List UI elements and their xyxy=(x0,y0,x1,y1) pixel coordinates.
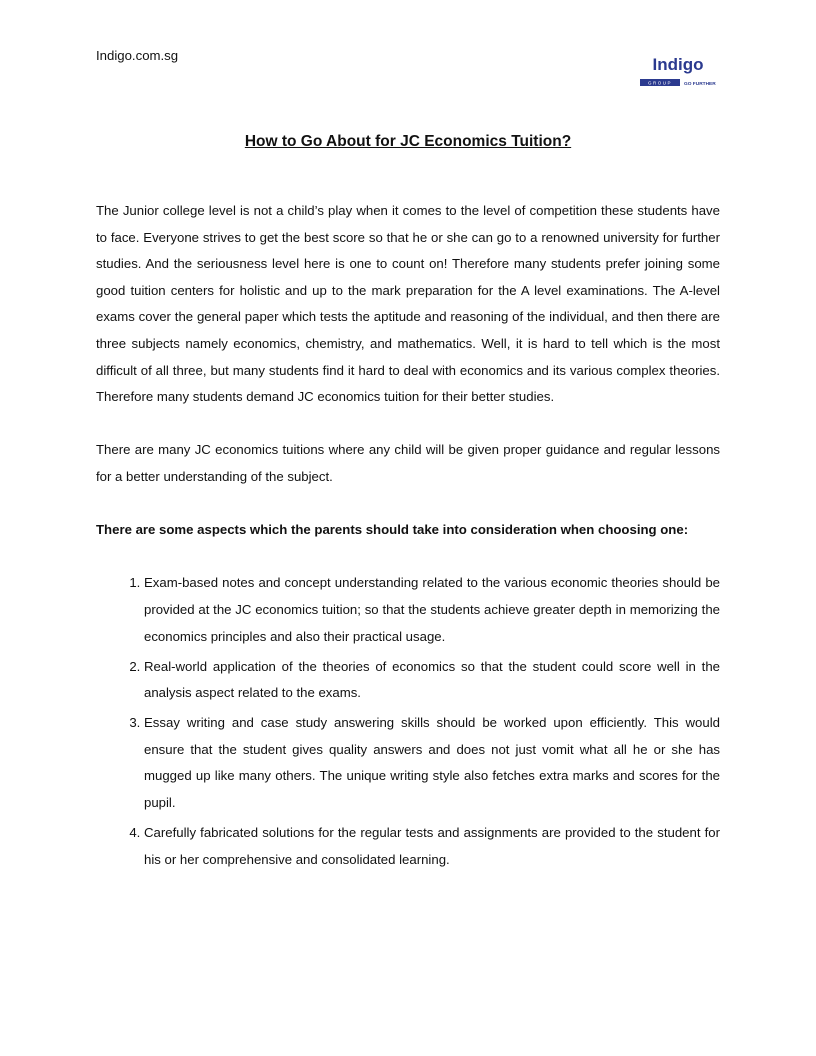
svg-text:GO FURTHER: GO FURTHER xyxy=(684,82,716,87)
list-item: 4. Carefully fabricated solutions for the regular tests and assignments are provided to the student for his or her comprehensive and consolidated learning. xyxy=(144,820,720,873)
page-title: How to Go About for JC Economics Tuition? xyxy=(244,133,572,150)
svg-text:GROUP: GROUP xyxy=(647,80,673,86)
list-item: 1. Exam-based notes and concept understanding related to the various economic theories should be provided at the JC economics tuition; so that the students achieve greater depth in memorizing the economics principles and also their practical usage. xyxy=(144,570,720,650)
header-site: Indigo.com.sg xyxy=(96,48,179,63)
aspects-list xyxy=(96,570,720,873)
document-body xyxy=(96,198,720,877)
paragraph: The Junior college level is not a child’s play when it comes to the level of competition these students have to face. Everyone strives to get the best score so that he or she can go to a renowned university for further studies. And the seriousness level here is one to count on! Therefore many students prefer joining some good tuition centers for holistic and up to the mark preparation for the A level examinations. The A-level exams cover the general paper which tests the aptitude and reasoning of the individual, and then there are three subjects namely economics, chemistry, and mathematics. Well, it is hard to tell which is the most difficult of all three, but many students find it hard to deal with economics and its various complex theories. Therefore many students demand JC economics tuition for their better studies. xyxy=(96,203,720,405)
list-item: 2. Real-world application of the theories of economics so that the student could score well in the analysis aspect related to the exams. xyxy=(144,654,720,707)
list-item: 3. Essay writing and case study answering skills should be worked upon efficiently. This would ensure that the student gives quality answers and does not just vomit what all he or she has mugged up like many others. The unique writing style also fetches extra marks and scores for the pupil. xyxy=(144,710,720,816)
list-heading: There are some aspects which the parents should take into consideration when choosing one: xyxy=(96,522,689,538)
svg-text:Indigo: Indigo xyxy=(652,55,704,74)
paragraph: There are many JC economics tuitions where any child will be given proper guidance and regular lessons for a better understanding of the subject. xyxy=(96,442,720,484)
indigo-logo xyxy=(636,54,720,94)
